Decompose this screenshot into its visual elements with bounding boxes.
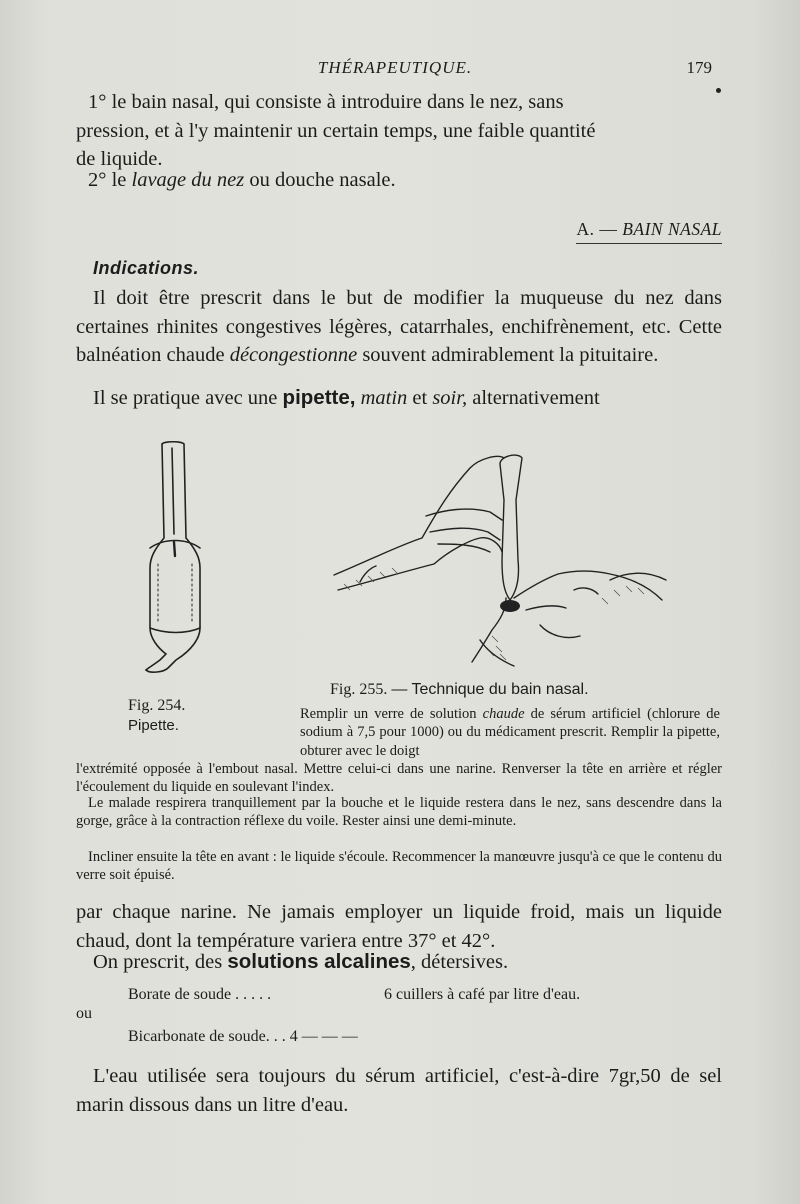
paragraph-6 xyxy=(76,948,722,977)
paragraph-3-italic: décongestionne xyxy=(229,344,358,366)
recipe-borate xyxy=(128,986,581,1004)
section-heading-prefix: A. — xyxy=(576,219,623,239)
paragraph-6-text-1: On prescrit, des xyxy=(93,951,228,973)
paragraph-6-bold: solutions alcalines xyxy=(227,950,411,973)
instructions-text-1: Remplir un verre de solution xyxy=(300,706,483,722)
paragraph-2-suffix: ou douche nasale. xyxy=(244,169,396,191)
instructions-continuation: l'extrémité opposée à l'embout nasal. Mettre celui-ci dans une narine. Renverser la tête en arrière et régler l'écoulement du liquide en soulevant l'index. xyxy=(76,761,722,796)
paragraph-1-line-2: pression, et à l'y maintenir un certain temps, une faible quantité xyxy=(76,119,596,142)
paragraph-4-text-3: et xyxy=(407,387,433,409)
nasal-bath-illustration xyxy=(330,440,675,675)
page-number: 179 xyxy=(686,58,712,77)
instructions-italic: chaude xyxy=(482,706,525,722)
paragraph-4-text-4: alternativement xyxy=(467,387,600,409)
fig-254-caption xyxy=(128,696,185,736)
recipe-or: ou xyxy=(76,1005,92,1022)
paragraph-4-bold: pipette, xyxy=(282,386,356,409)
indications-heading: Indications. xyxy=(93,258,200,278)
recipe-bicarbonate xyxy=(128,1028,358,1046)
pipette-illustration xyxy=(140,438,210,678)
paragraph-2-italic: lavage du nez xyxy=(131,169,245,191)
fig-255-caption xyxy=(330,681,589,699)
fig-255-label: — Technique du bain nasal. xyxy=(391,681,589,698)
recipe-borate-dose: 6 cuillers à café par litre d'eau. xyxy=(384,986,581,1003)
recipe-borate-name: Borate de soude . . . . . xyxy=(128,986,272,1003)
instructions-start xyxy=(300,705,720,760)
paragraph-7: L'eau utilisée sera toujours du sérum artificiel, c'est-à-dire 7gr,50 de sel marin dissous dans un litre d'eau. xyxy=(76,1065,722,1116)
paragraph-4-text-1: Il se pratique avec une xyxy=(93,387,283,409)
fig-254-label: Pipette. xyxy=(128,717,179,734)
instructions-text-2: de sérum artificiel (chlorure de sodium à 7,5 pour 1000) ou du médicament prescrit. Remplir la pipette, obturer avec le doigt xyxy=(300,706,720,759)
paragraph-2 xyxy=(88,166,722,195)
paragraph-3-text-1: Il doit être prescrit dans le but de modifier la muqueuse du nez dans certaines rhinites congestives légères, catarrhales, enchifrènement, etc. Cette balnéation chaude xyxy=(76,287,722,366)
paragraph-3-text-2: souvent admirablement la pituitaire. xyxy=(357,344,659,366)
instructions-tilt: Incliner ensuite la tête en avant : le liquide s'écoule. Recommencer la manœuvre jusqu'à ce que le contenu du verre soit épuisé. xyxy=(76,849,722,884)
fig-254-number: Fig. 254. xyxy=(128,697,186,714)
paragraph-1-line-3: de liquide. xyxy=(76,148,163,170)
section-heading-title: BAIN NASAL xyxy=(622,219,722,239)
recipe-bicarbonate-dose: 4 — — — xyxy=(289,1028,358,1045)
paragraph-4-italic-1: matin xyxy=(360,387,408,409)
paragraph-2-prefix: 2° le xyxy=(88,169,132,191)
page-header xyxy=(70,58,720,84)
instructions-breathing: Le malade respirera tranquillement par la bouche et le liquide restera dans le nez, sans descendre dans la gorge, grâce à la contraction réflexe du voile. Rester ainsi une demi-minute. xyxy=(76,795,722,830)
paragraph-1 xyxy=(76,88,722,174)
paragraph-5: par chaque narine. Ne jamais employer un liquide froid, mais un liquide chaud, dont la température variera entre 37° et 42°. xyxy=(76,901,722,952)
paragraph-4-italic-2: soir, xyxy=(432,387,468,409)
running-title: THÉRAPEUTIQUE. xyxy=(317,58,473,77)
recipe-bicarbonate-name: Bicarbonate de soude. . . xyxy=(128,1028,286,1045)
fig-255-number: Fig. 255. xyxy=(330,681,388,698)
paragraph-4 xyxy=(76,384,722,413)
section-heading xyxy=(576,219,722,244)
paragraph-6-text-2: , détersives. xyxy=(410,951,509,973)
paragraph-1-line-1: 1° le bain nasal, qui consiste à introduire dans le nez, sans xyxy=(88,91,564,113)
paragraph-3 xyxy=(76,284,722,370)
